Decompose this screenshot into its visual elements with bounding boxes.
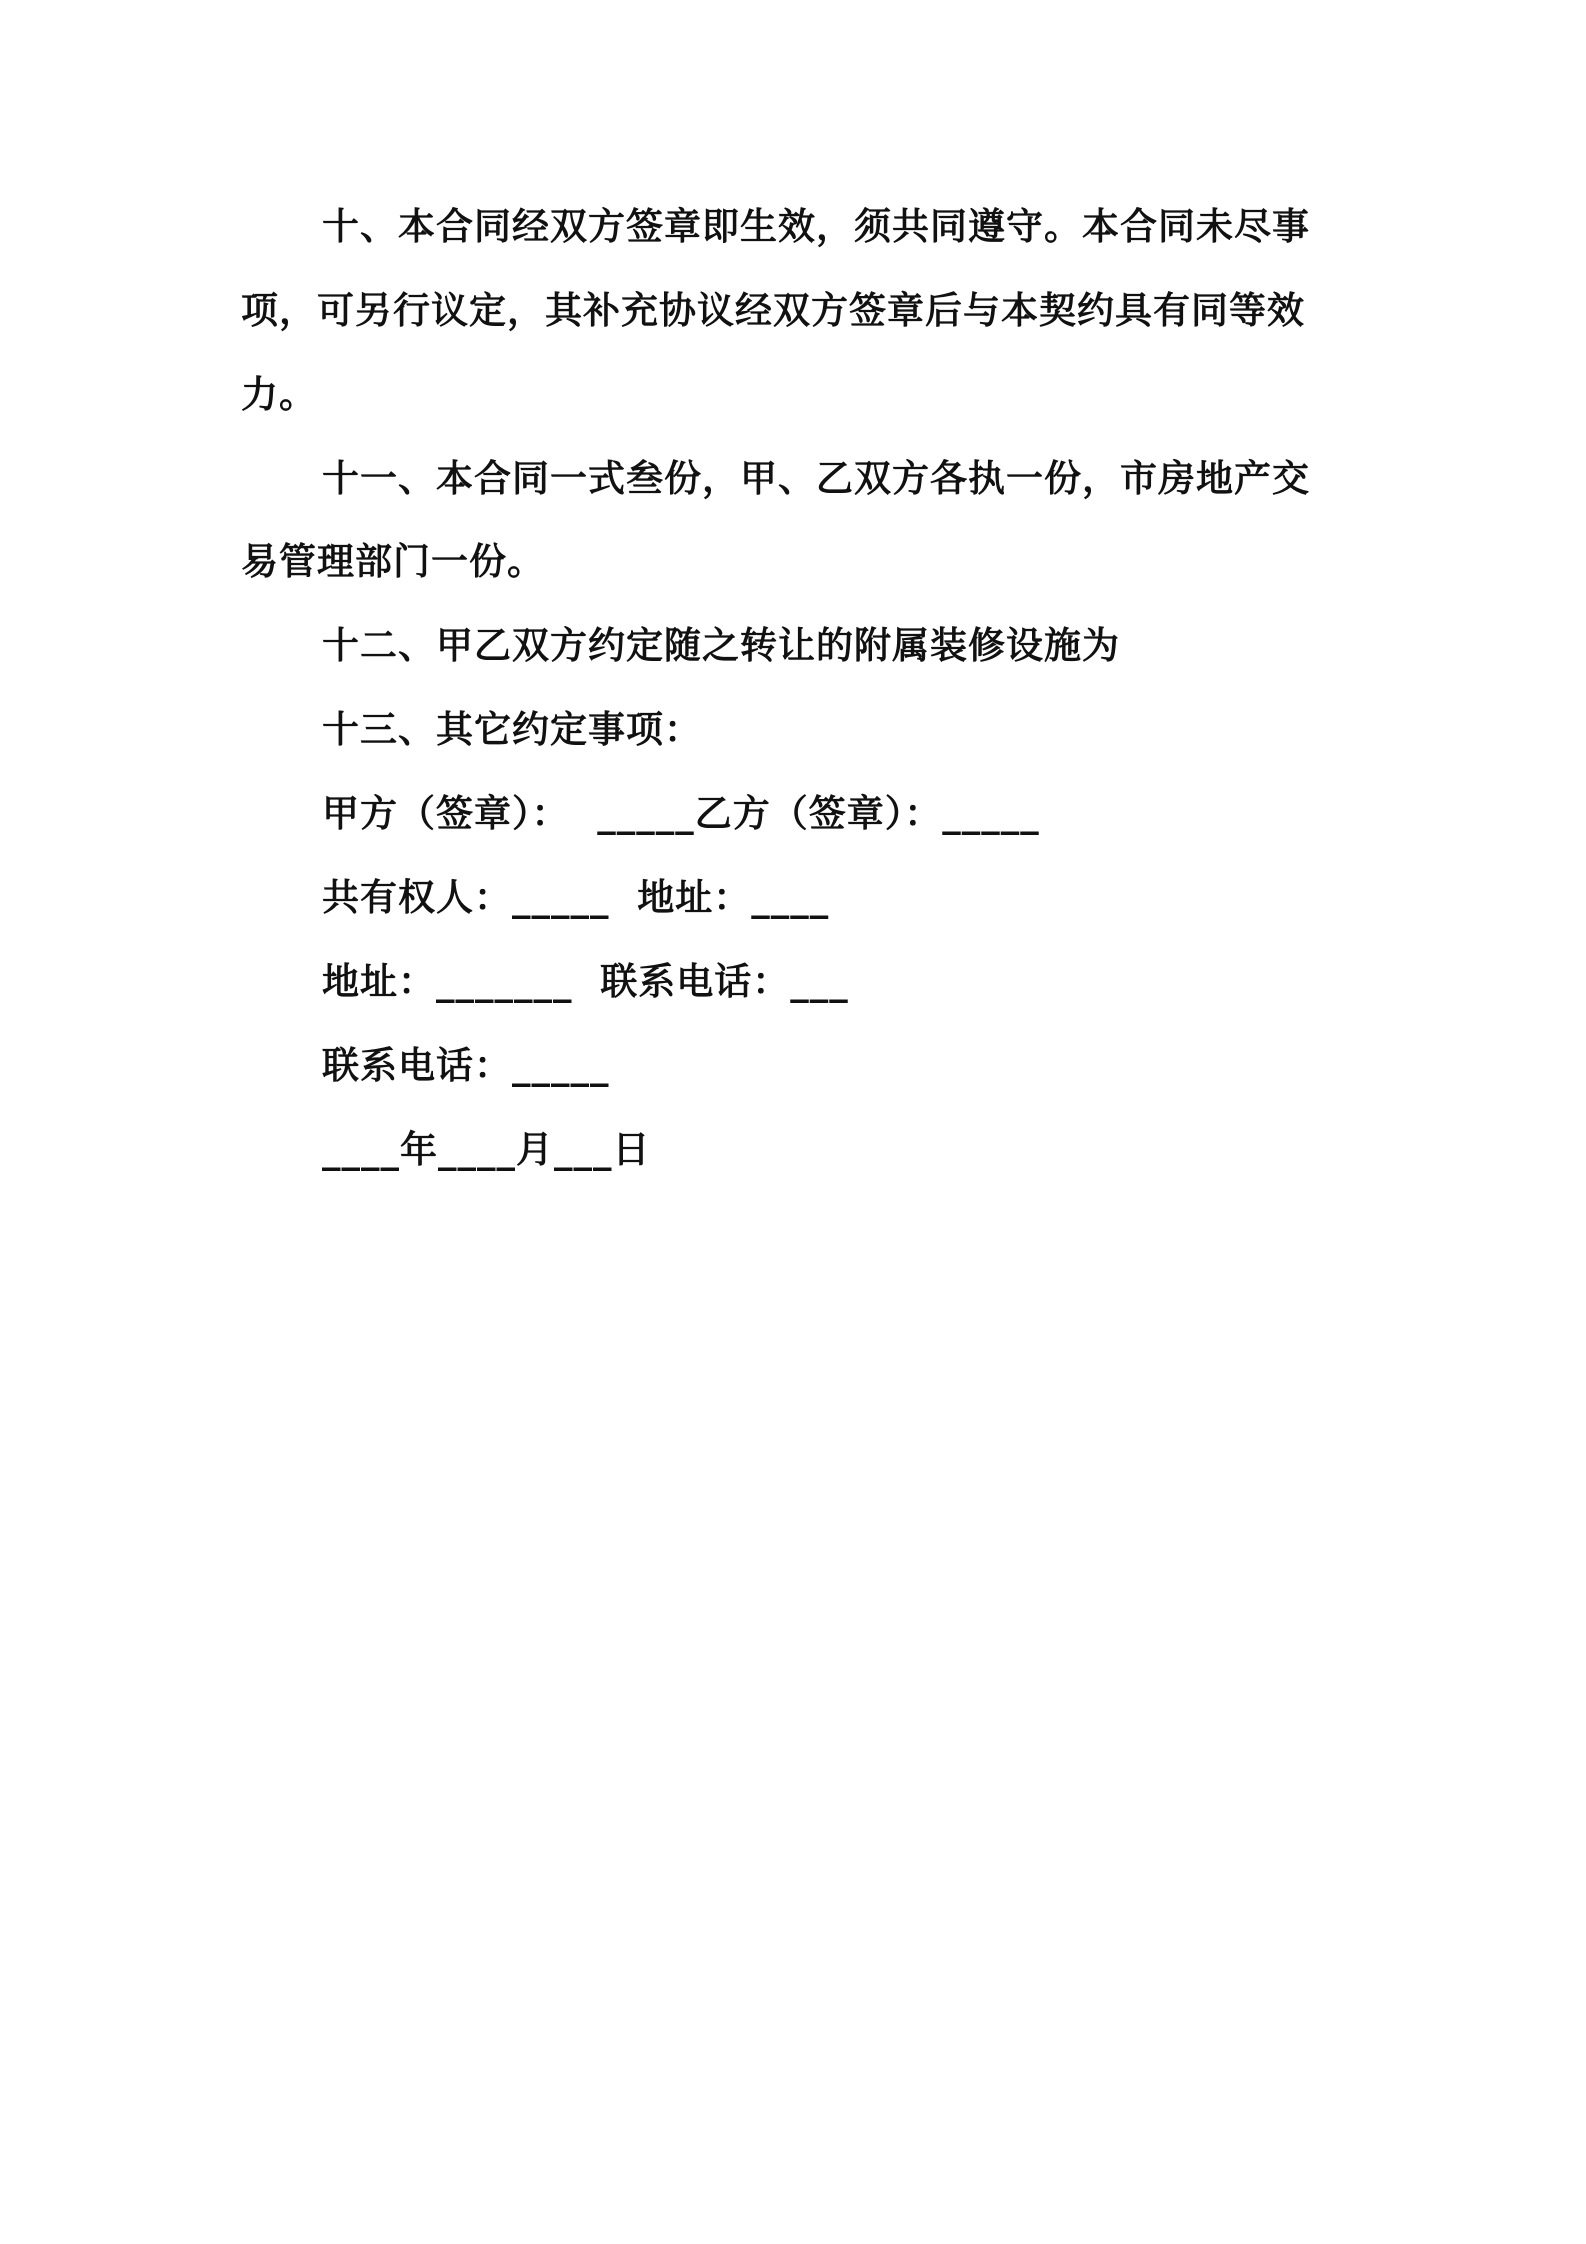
clause-10-line-2: 项，可另行议定，其补充协议经双方签章后与本契约具有同等效 [241, 289, 1305, 332]
party-a-signature-line: 甲方（签章）： _____乙方（签章）：_____ [322, 792, 1040, 835]
clause-13: 十三、其它约定事项： [322, 708, 702, 751]
co-owner-line: 共有权人：_____ 地址：____ [322, 876, 830, 919]
date-line: ____年____月___日 [322, 1128, 651, 1171]
clause-11-line-2: 易管理部门一份。 [241, 540, 545, 583]
clause-10-line-3: 力。 [241, 373, 317, 416]
phone-line: 联系电话：_____ [322, 1044, 610, 1087]
clause-11-line-1: 十一、本合同一式叁份，甲、乙双方各执一份，市房地产交 [322, 457, 1310, 500]
clause-10-line-1: 十、本合同经双方签章即生效，须共同遵守。本合同未尽事 [322, 205, 1310, 248]
address-line: 地址：_______ 联系电话：___ [322, 960, 849, 1003]
clause-12: 十二、甲乙双方约定随之转让的附属装修设施为 [322, 624, 1120, 667]
